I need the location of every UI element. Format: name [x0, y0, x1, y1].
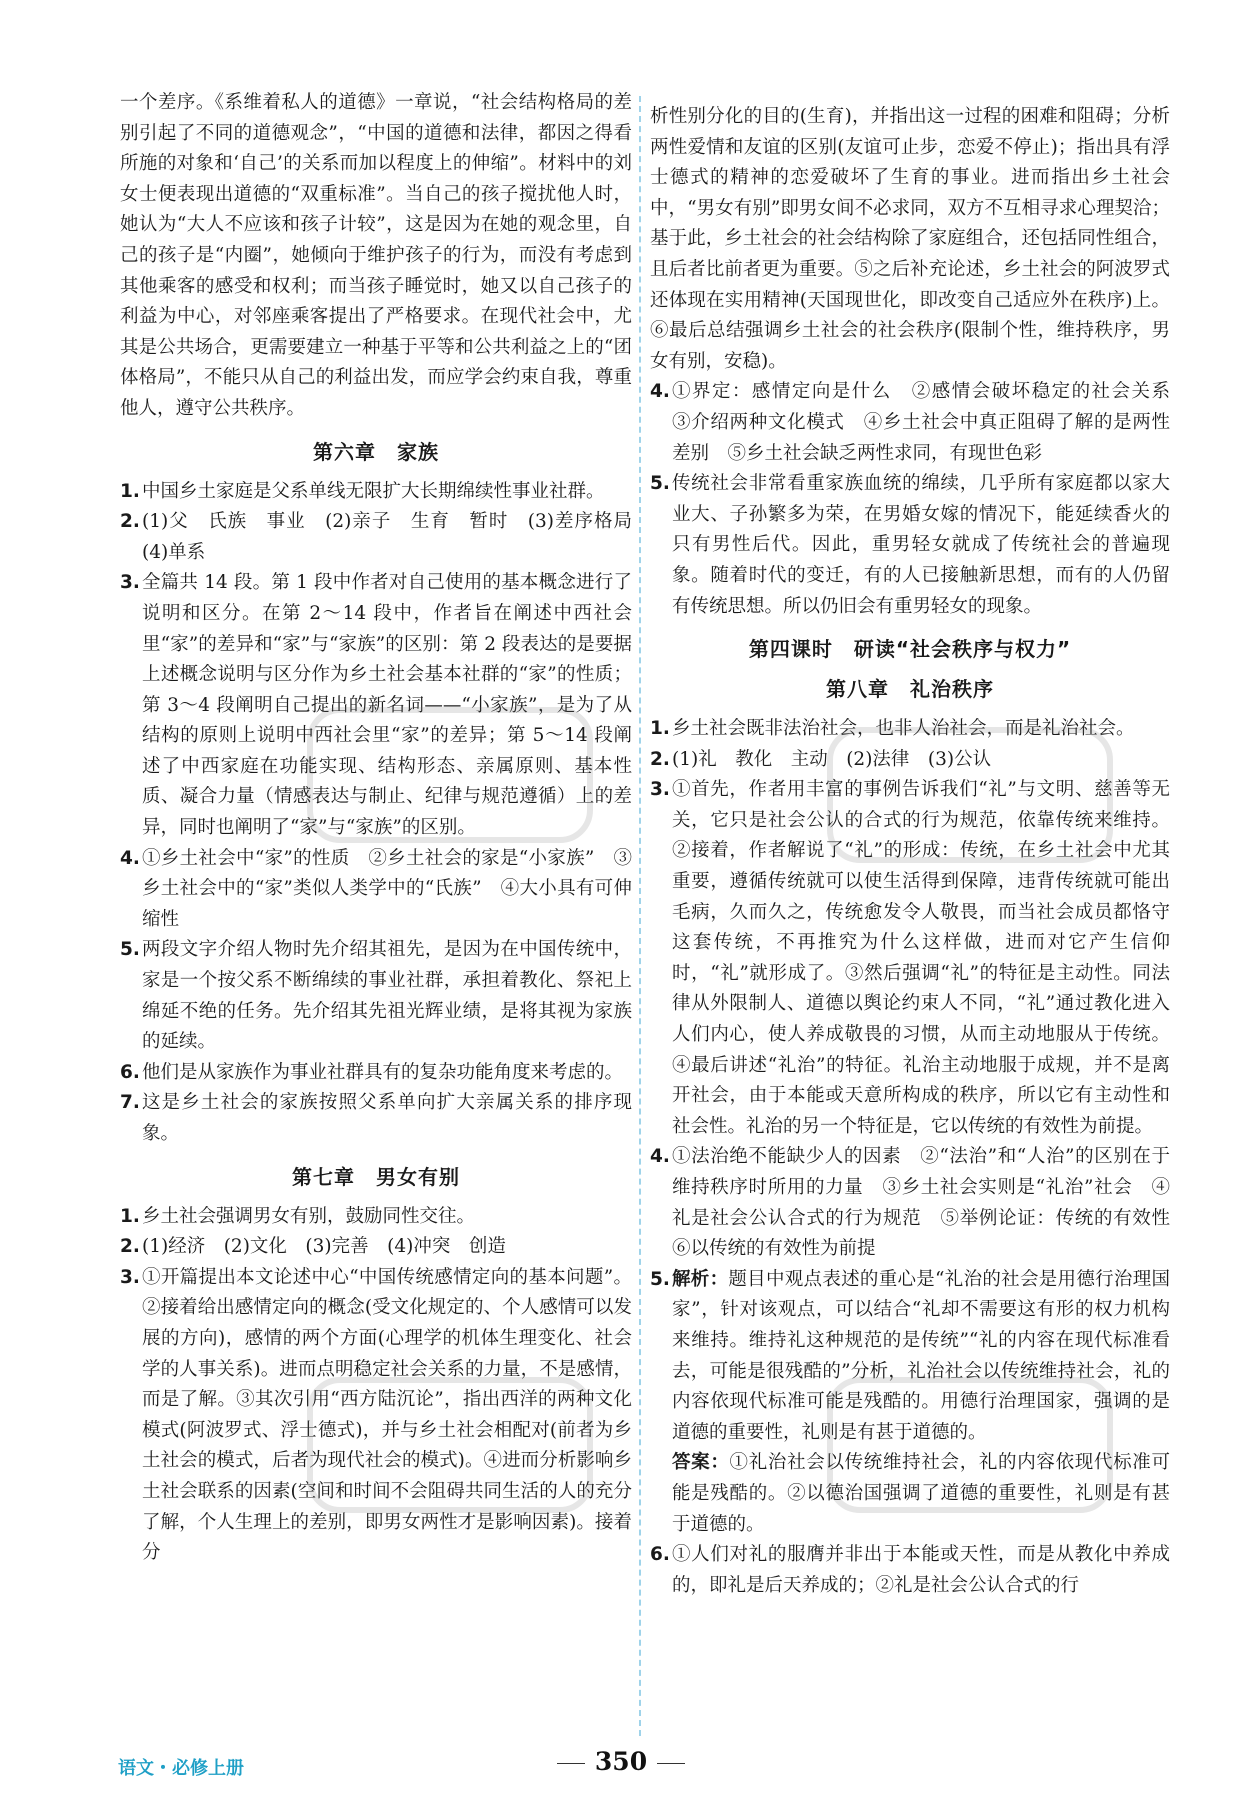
item-text: ①开篇提出本文论述中心“中国传统感情定向的基本问题”。②接着给出感情定向的概念(受文化规定的、个人感情可以发展的方向)，感情的两个方面(心理学的机体生理变化、社会学的人事关系)。进而点明稳定社会关系的力量，不是感情，而是了解。③其次引用“西方陆沉论”，指出西洋的两种文化模式(阿波罗式、浮士德式)，并与乡土社会相配对(前者为乡土社会的模式，后者为现代社会的模式)。④进而分析影响乡土社会联系的因素(空间和时间不会阻碍共同生活的人的充分了解，个人生理上的差别，即男女两性才是影响因素)。接着分 — [142, 1266, 632, 1564]
item-number: 7. — [120, 1092, 140, 1114]
item-text: 中国乡土家庭是父系单线无限扩大长期绵续性事业社群。 — [142, 480, 605, 502]
chapter-7-title: 第七章 男女有别 — [292, 1164, 460, 1189]
intro-paragraph: 一个差序。《系维着私人的道德》一章说，“社会结构格局的差别引起了不同的道德观念”，“中国的道德和法律，都因之得看所施的对象和‘自己’的关系而加以程度上的伸缩”。材料中的刘女士便表现出道德的“双重标准”。当自己的孩子搅扰他人时，她认为“大人不应该和孩子计较”，这是因为在她的观念里，自己的孩子是“内圈”，她倾向于维护孩子的行为，而没有考虑到其他乘客的感受和权利；而当孩子睡觉时，她又以自己孩子的利益为中心，对邻座乘客提出了严格要求。在现代社会中，尤其是公共场合，更需要建立一种基于平等和公共利益之上的“团体格局”，不能只从自己的利益出发，而应学会约束自我，尊重他人，遵守公共秩序。 — [120, 92, 632, 419]
item-number: 4. — [650, 381, 670, 403]
ch6-item-4 — [120, 844, 632, 936]
lesson-4-title: 第四课时 研读“社会秩序与权力” — [748, 637, 1072, 662]
ch7-item-3 — [120, 1263, 632, 1569]
ch8-item-5 — [650, 1265, 1170, 1449]
item-text: ①界定：感情定向是什么 ②感情会破坏稳定的社会关系 ③介绍两种文化模式 ④乡土社会中真正阻碍了解的是两性差别 ⑤乡土社会缺乏两性求同，有现世色彩 — [672, 381, 1189, 464]
item-text: 这是乡土社会的家族按照父系单向扩大亲属关系的排序现象。 — [142, 1092, 632, 1144]
item-number: 3. — [650, 779, 670, 801]
item-number: 3. — [120, 1266, 140, 1288]
item-text: (1)礼 教化 主动 (2)法律 (3)公认 — [672, 748, 992, 770]
right-column — [650, 102, 1189, 1601]
ch8-item-6 — [650, 1540, 1170, 1601]
item-text: ①礼治社会以传统维持社会，礼的内容依现代标准可能是残酷的。②以德治国强调了道德的重要性，礼则是有甚于道德的。 — [672, 1452, 1170, 1535]
item-text: 他们是从家族作为事业社群具有的复杂功能角度来考虑的。 — [142, 1061, 624, 1083]
item-text: 全篇共 14 段。第 1 段中作者对自己使用的基本概念进行了说明和区分。在第 2～14 段中，作者旨在阐述中西社会里“家”的差异和“家”与“家族”的区别：第 2 段表达的是要据上述概念说明与区分作为乡土社会基本社群的“家”的性质；第 3～4 段阐明自己提出的新名词——“小家族”，是为了从结构的原则上说明中西社会里“家”的差异；第 5～14 段阐述了中西家庭在功能实现、结构形态、亲属原则、基本性质、凝合力量（情感表达与制止、纪律与规范遵循）上的差异，同时也阐明了“家”与“家族”的区别。 — [142, 572, 632, 839]
ch7-item-1 — [120, 1202, 632, 1233]
item-number: 1. — [120, 1205, 140, 1227]
left-column — [120, 88, 651, 1569]
item-number: 1. — [650, 718, 670, 740]
item-text: 题目中观点表述的重心是“礼治的社会是用德行治理国家”，针对该观点，可以结合“礼却不需要这有形的权力机构来维持。维持礼这种规范的是传统”“礼的内容在现代标准看去，可能是很残酷的”分析，礼治社会以传统维持社会，礼的内容依现代标准可能是残酷的。用德行治理国家，强调的是道德的重要性，礼则是有甚于道德的。 — [672, 1268, 1170, 1443]
book-title: 语文・必修上册 — [118, 1758, 244, 1779]
ch8-item-1 — [650, 714, 1170, 745]
item-text: ①法治绝不能缺少人的因素 ②“法治”和“人治”的区别在于维持秩序时所用的力量 ③乡土社会实则是“礼治”社会 ④礼是社会公认合式的行为规范 ⑤举例论证：传统的有效性 ⑥以传统的有效性为前提 — [672, 1146, 1189, 1260]
ch6-item-3 — [120, 568, 632, 843]
item-text: ①乡土社会中“家”的性质 ②乡土社会的家是“小家族” ③乡土社会中的“家”类似人类学中的“氏族” ④大小具有可伸缩性 — [142, 847, 632, 930]
ch6-item-1 — [120, 477, 632, 508]
ch6-item-5 — [120, 935, 632, 1057]
page-number-dash-right — [657, 1763, 685, 1764]
chapter-6-title: 第六章 家族 — [313, 439, 439, 464]
item-number: 6. — [650, 1544, 670, 1566]
item-number: 3. — [120, 572, 140, 594]
continuation-paragraph: 析性别分化的目的(生育)，并指出这一过程的困难和阻碍；分析两性爱情和友谊的区别(友谊可止步，恋爱不停止)；指出具有浮士德式的精神的恋爱破坏了生育的事业。进而指出乡土社会中，“男女有别”即男女间不必求同，双方不互相寻求心理契洽；基于此，乡土社会的社会结构除了家庭组合，还包括同性组合，且后者比前者更为重要。⑤之后补充论述，乡土社会的阿波罗式还体现在实用精神(天国现世化，即改变自己适应外在秩序)上。⑥最后总结强调乡土社会的社会秩序(限制个性，维持秩序，男女有别，安稳)。 — [650, 106, 1171, 372]
item-number: 2. — [120, 1236, 140, 1258]
item-number: 4. — [120, 847, 140, 869]
item-number: 6. — [120, 1061, 140, 1083]
chapter-8-title: 第八章 礼治秩序 — [826, 677, 994, 702]
item-text: 乡土社会既非法治社会，也非人治社会，而是礼治社会。 — [672, 718, 1135, 740]
item-number: 5. — [120, 939, 140, 961]
page-number — [546, 1747, 696, 1776]
page-number-dash-left — [557, 1763, 585, 1764]
ch8-item-5-answer — [650, 1448, 1170, 1540]
column-divider — [639, 96, 641, 1736]
answer-label: 答案： — [672, 1452, 730, 1474]
item-text: 乡土社会强调男女有别，鼓励同性交往。 — [142, 1205, 476, 1227]
ch6-item-7 — [120, 1088, 632, 1149]
item-number: 5. — [650, 1268, 670, 1290]
item-text: (1)父 氏族 事业 (2)亲子 生育 暂时 (3)差序格局 (4)单系 — [142, 511, 651, 563]
item-number: 1. — [120, 480, 140, 502]
item-text: 两段文字介绍人物时先介绍其祖先，是因为在中国传统中，家是一个按父系不断绵续的事业社群，承担着教化、祭祀上绵延不绝的任务。先介绍其先祖光辉业绩，是将其视为家族的延续。 — [142, 939, 632, 1053]
item-text: ①人们对礼的服膺并非出于本能或天性，而是从教化中养成的，即礼是后天养成的；②礼是社会公认合式的行 — [672, 1544, 1170, 1596]
ch6-item-2 — [120, 507, 651, 568]
ch8-item-2 — [650, 745, 1170, 776]
ch8-item-3 — [650, 775, 1170, 1142]
ch7-item-5 — [650, 469, 1170, 622]
page-number-value: 350 — [594, 1747, 648, 1776]
ch7-item-2 — [120, 1232, 632, 1263]
item-number: 2. — [650, 748, 670, 770]
item-text: (1)经济 (2)文化 (3)完善 (4)冲突 创造 — [142, 1236, 506, 1258]
ch6-item-6 — [120, 1058, 632, 1089]
ch7-item-4 — [650, 377, 1189, 469]
analysis-label: 解析： — [672, 1268, 729, 1290]
item-text: 传统社会非常看重家族血统的绵续，几乎所有家庭都以家大业大、子孙繁多为荣，在男婚女嫁的情况下，能延续香火的只有男性后代。因此，重男轻女就成了传统社会的普遍现象。随着时代的变迁，有的人已接触新思想，而有的人仍留有传统思想。所以仍旧会有重男轻女的现象。 — [672, 473, 1170, 617]
item-number: 5. — [650, 473, 670, 495]
item-number: 2. — [120, 511, 140, 533]
item-text: ①首先，作者用丰富的事例告诉我们“礼”与文明、慈善等无关，它只是社会公认的合式的行为规范，依靠传统来维持。②接着，作者解说了“礼”的形成：传统，在乡土社会中尤其重要，遵循传统就可以使生活得到保障，违背传统就可能出毛病，久而久之，传统愈发令人敬畏，而当社会成员都恪守这套传统，不再推究为什么这样做，进而对它产生信仰时，“礼”就形成了。③然后强调“礼”的特征是主动性。同法律从外限制人、道德以舆论约束人不同，“礼”通过教化进入人们内心，使人养成敬畏的习惯，从而主动地服从于传统。④最后讲述“礼治”的特征。礼治主动地服于成规，并不是离开社会，由于本能或天意所构成的秩序，所以它有主动性和社会性。礼治的另一个特征是，它以传统的有效性为前提。 — [672, 779, 1170, 1137]
ch8-item-4 — [650, 1142, 1189, 1264]
item-number: 4. — [650, 1146, 670, 1168]
